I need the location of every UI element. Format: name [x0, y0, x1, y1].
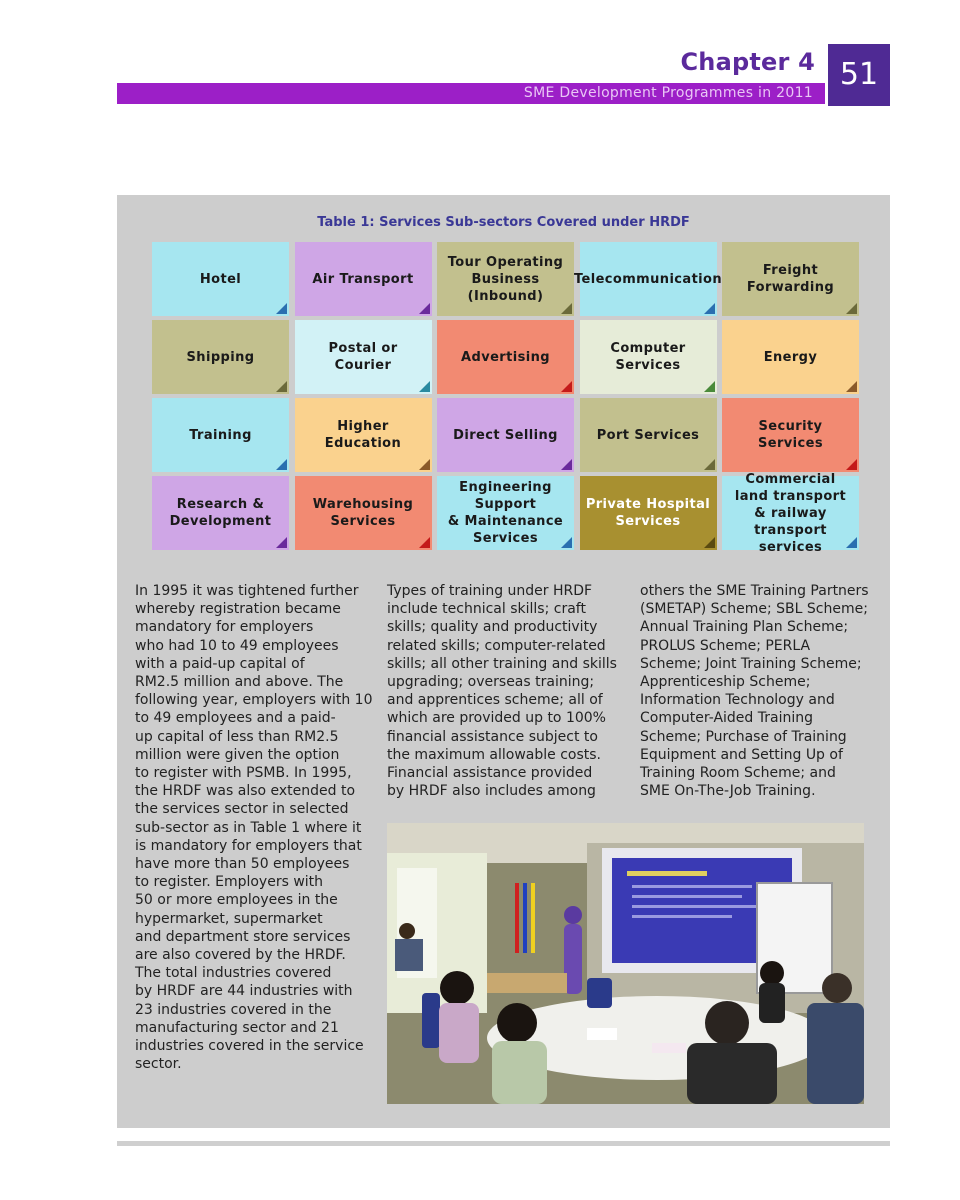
table-cell	[722, 242, 859, 316]
content-panel	[117, 195, 890, 1128]
folded-corner-icon	[276, 381, 287, 392]
table-cell-label: Commercial land transport & railway transport services	[734, 471, 847, 555]
folded-corner-icon	[704, 459, 715, 470]
folded-corner-icon	[846, 459, 857, 470]
training-room-photo	[387, 823, 864, 1104]
table-cell-label: Advertising	[461, 349, 550, 365]
folded-corner-icon	[846, 303, 857, 314]
table-cell-label: Engineering Support & Maintenance Services	[447, 480, 564, 546]
footer-rule	[117, 1141, 890, 1146]
table-cell	[437, 398, 574, 472]
table-cell-label: Tour Operating Business (Inbound)	[447, 254, 564, 304]
table-cell	[580, 476, 717, 550]
chapter-subtitle: SME Development Programmes in 2011	[523, 85, 813, 101]
folded-corner-icon	[419, 303, 430, 314]
folded-corner-icon	[276, 537, 287, 548]
folded-corner-icon	[561, 381, 572, 392]
folded-corner-icon	[561, 303, 572, 314]
table-cell	[152, 242, 289, 316]
table-cell	[152, 476, 289, 550]
table-cell	[722, 471, 859, 555]
table-cell	[152, 320, 289, 394]
table-cell-label: Port Services	[596, 427, 700, 443]
table-cell	[437, 320, 574, 394]
table-cell-label: Direct Selling	[453, 427, 558, 443]
table-cell-label: Private Hospital Services	[585, 497, 711, 529]
chapter-title: Chapter 4	[680, 48, 815, 76]
chapter-subtitle-bar	[117, 83, 825, 104]
table-title: Table 1: Services Sub-sectors Covered under HRDF	[317, 215, 690, 230]
table-cell	[295, 320, 432, 394]
folded-corner-icon	[419, 459, 430, 470]
folded-corner-icon	[704, 537, 715, 548]
folded-corner-icon	[704, 381, 715, 392]
table-cell-label: Postal or Courier	[328, 341, 398, 373]
folded-corner-icon	[419, 381, 430, 392]
folded-corner-icon	[846, 537, 857, 548]
table-cell-label: Hotel	[199, 271, 242, 287]
table-cell	[295, 476, 432, 550]
folded-corner-icon	[561, 537, 572, 548]
table-cell-label: Telecommunication	[573, 271, 723, 287]
body-column-1: In 1995 it was tightened further whereby registration became mandatory for employers who had 10 to 49 employees with a paid-up capital of RM2.5 million and above. The following year, employers with 10 to 49 employees and a paid- up capital of less than RM2.5 million were given the option to register with PSMB. In 1995, the HRDF was also extended to the services sector in selected sub-sector as in Table 1 where it is mandatory for employers that have more than 50 employees to register. Employers with 50 or more employees in the hypermarket, supermarket and department store services are also covered by the HRDF. The total industries covered by HRDF are 44 industries with 23 industries covered in the manufacturing sector and 21 industries covered in the service sector.	[135, 583, 373, 1073]
table-cell	[152, 398, 289, 472]
table-cell-label: Training	[189, 427, 252, 443]
table-cell	[573, 242, 723, 316]
table-cell-label: Energy	[763, 349, 818, 365]
table-cell-label: Air Transport	[312, 271, 414, 287]
table-cell-label: Higher Education	[324, 419, 402, 451]
body-column-3: others the SME Training Partners (SMETAP) Scheme; SBL Scheme; Annual Training Plan Scheme; PROLUS Scheme; PERLA Scheme; Joint Training Scheme; Apprenticeship Scheme; Information Technology and Computer-Aided Training Scheme; Purchase of Training Equipment and Setting Up of Training Room Scheme; and SME On-The-Job Training.	[640, 583, 869, 800]
folded-corner-icon	[276, 303, 287, 314]
table-cell	[437, 476, 574, 550]
services-table	[152, 242, 860, 555]
table-cell-label: Security Services	[758, 419, 823, 451]
page-number: 51	[828, 44, 890, 106]
table-cell-label: Shipping	[186, 349, 255, 365]
table-cell	[580, 398, 717, 472]
table-cell	[722, 398, 859, 472]
folded-corner-icon	[846, 381, 857, 392]
body-column-2: Types of training under HRDF include technical skills; craft skills; quality and productivity related skills; computer-related skills; all other training and skills upgrading; overseas training; and apprentices scheme; all of which are provided up to 100% financial assistance subject to the maximum allowable costs. Financial assistance provided by HRDF also includes among	[387, 583, 617, 800]
table-cell-label: Research & Development	[169, 497, 272, 529]
table-cell	[580, 320, 717, 394]
folded-corner-icon	[704, 303, 715, 314]
folded-corner-icon	[561, 459, 572, 470]
table-cell-label: Computer Services	[610, 341, 686, 373]
table-cell-label: Warehousing Services	[312, 497, 414, 529]
table-cell	[295, 398, 432, 472]
folded-corner-icon	[419, 537, 430, 548]
table-cell-label: Freight Forwarding	[746, 263, 835, 295]
table-cell	[722, 320, 859, 394]
table-cell	[295, 242, 432, 316]
table-cell	[437, 242, 574, 316]
folded-corner-icon	[276, 459, 287, 470]
